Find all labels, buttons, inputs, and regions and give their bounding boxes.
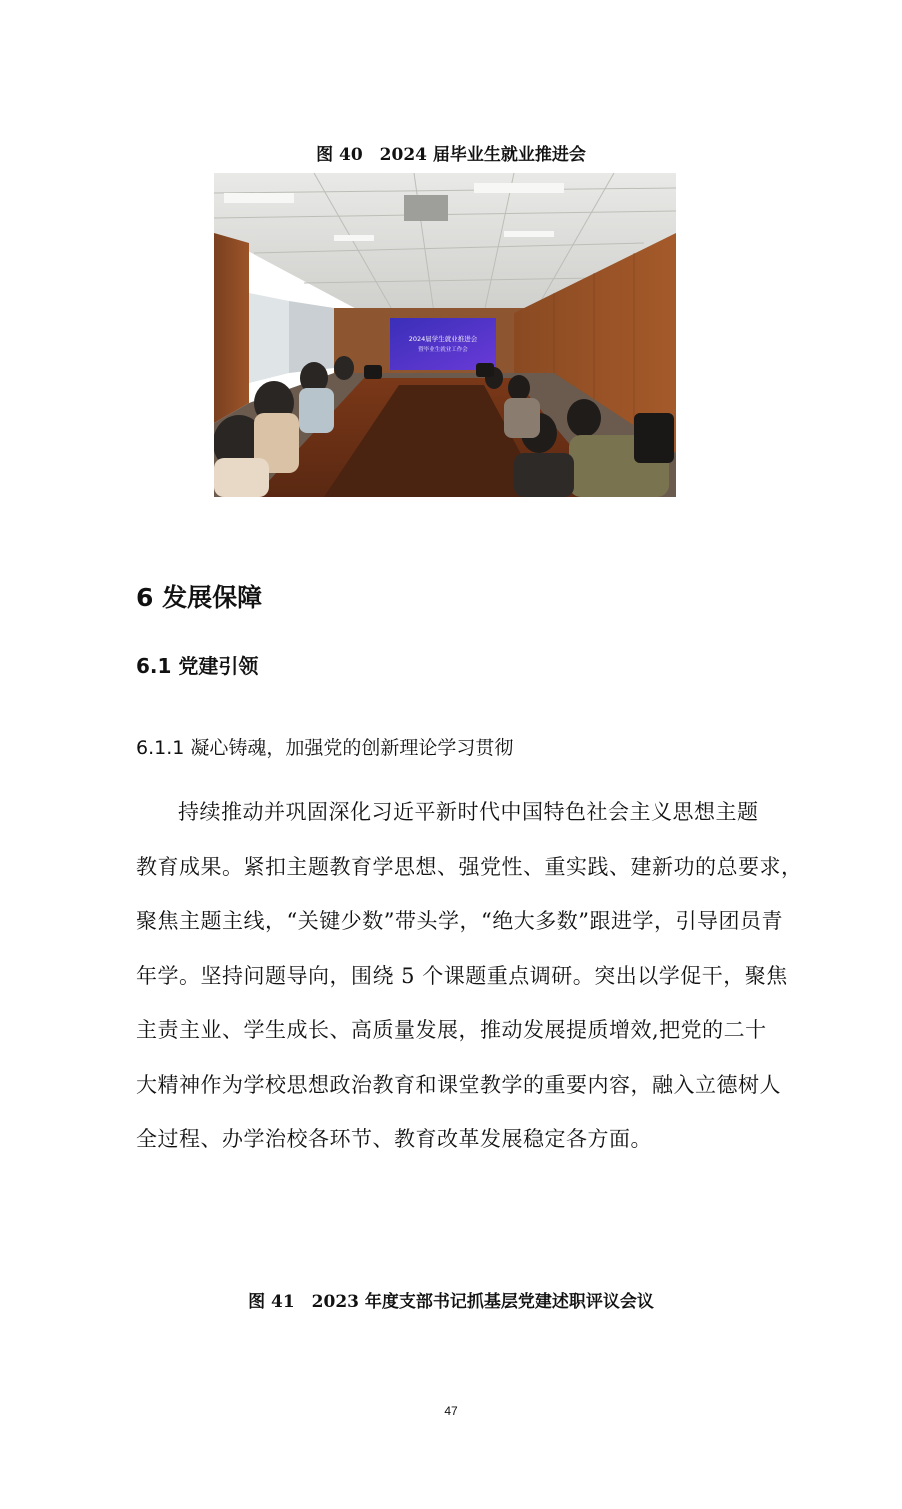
paragraph-line: 大精神作为学校思想政治教育和课堂教学的重要内容，融入立德树人	[136, 1072, 781, 1097]
paragraph-line: 聚焦主题主线，“关键少数”带头学，“绝大多数”跟进学，引导团员青	[136, 909, 783, 933]
meeting-photo	[214, 173, 676, 497]
section-heading-6: 6 发展保障	[136, 583, 263, 612]
page-number: 47	[444, 1404, 458, 1418]
paragraph-line: 年学。坚持问题导向，围绕 5 个课题重点调研。突出以学促干，聚焦	[136, 963, 788, 988]
figure-41-caption: 图 41 2023 年度支部书记抓基层党建述职评议会议	[248, 1292, 654, 1312]
screen-text-line2: 暨毕业生就业工作会	[418, 347, 468, 353]
paragraph-line: 全过程、办学治校各环节、教育改革发展稳定各方面。	[136, 1127, 652, 1151]
figure-40-caption: 图 40 2024 届毕业生就业推进会	[316, 145, 586, 165]
paragraph-line: 持续推动并巩固深化习近平新时代中国特色社会主义思想主题	[178, 800, 759, 824]
paragraph-line: 主责主业、学生成长、高质量发展，推动发展提质增效,把党的二十	[136, 1018, 767, 1042]
screen-text-line1: 2024届学生就业推进会	[408, 335, 478, 343]
paragraph-line: 教育成果。紧扣主题教育学思想、强党性、重实践、建新功的总要求，	[136, 854, 803, 879]
section-heading-6-1-1: 6.1.1 凝心铸魂，加强党的创新理论学习贯彻	[136, 737, 514, 759]
body-paragraph	[136, 785, 803, 1167]
section-heading-6-1: 6.1 党建引领	[136, 654, 259, 678]
